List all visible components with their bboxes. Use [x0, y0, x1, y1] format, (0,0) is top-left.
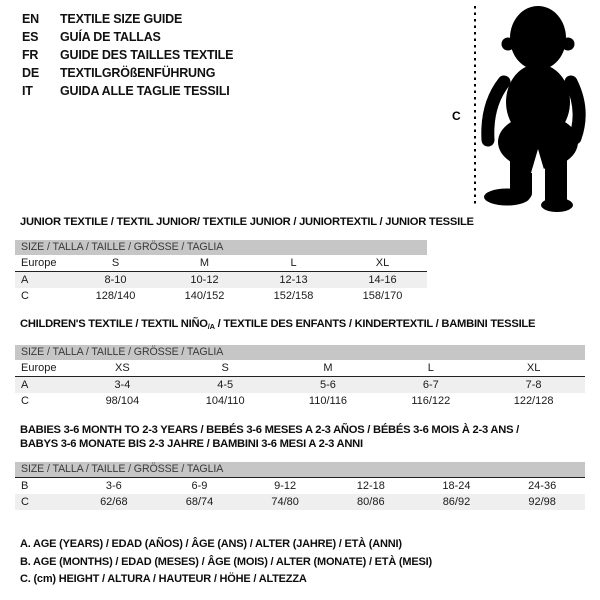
size-bar-label: SIZE / TALLA / TAILLE / GRÖSSE / TAGLIA [15, 240, 427, 255]
size-cell: 6-7 [422, 379, 439, 391]
measure-label-c: C [452, 109, 461, 123]
table-title-text: / TEXTILE DES ENFANTS / KINDERTEXTIL / BAMBINI TESSILE [214, 318, 536, 330]
language-row [22, 82, 233, 100]
size-cell: 68/74 [185, 496, 214, 508]
table-row [15, 272, 427, 289]
size-cell: 98/104 [105, 395, 140, 407]
language-header [22, 10, 233, 100]
size-cell: 14-16 [368, 274, 397, 286]
size-table-section [15, 423, 585, 510]
column-header-row [15, 255, 427, 272]
size-cell: 104/110 [205, 395, 245, 407]
row-label: A [21, 379, 29, 391]
size-table [15, 255, 427, 304]
baby-height-figure [450, 0, 600, 215]
table-row [15, 377, 585, 394]
table-row [15, 494, 585, 510]
size-cell: 116/122 [411, 395, 451, 407]
size-cell: 5-6 [320, 379, 336, 391]
language-label: GUIDE DES TAILLES TEXTILE [60, 48, 234, 62]
table-title-text: CHILDREN'S TEXTILE / TEXTIL NIÑO [20, 318, 208, 330]
size-cell: 74/80 [271, 496, 299, 508]
row-label: Europe [21, 362, 57, 374]
table-title-text: BABIES 3-6 MONTH TO 2-3 YEARS / BEBÉS 3-6 MESES A 2-3 AÑOS / BÉBÉS 3-6 MOIS À 2-3 ANS / [20, 424, 520, 436]
language-label: TEXTILE SIZE GUIDE [60, 12, 183, 26]
language-label: GUIDA ALLE TAGLIE TESSILI [60, 84, 230, 98]
size-cell: 86/92 [442, 496, 471, 508]
size-cell: 4-5 [217, 379, 234, 391]
size-table-section [15, 215, 474, 304]
size-cell: XS [115, 362, 130, 374]
language-row [22, 64, 233, 82]
table-title [20, 317, 585, 334]
size-cell: 80/86 [357, 496, 385, 508]
size-cell: 6-9 [191, 480, 208, 492]
size-cell: XL [375, 257, 390, 269]
size-cell: 152/158 [273, 290, 314, 302]
size-cell: 9-12 [274, 480, 297, 492]
row-label: C [21, 496, 29, 508]
footnote-line: A. AGE (YEARS) / EDAD (AÑOS) / ÂGE (ANS) / ALTER (JAHRE) / ETÀ (ANNI) [20, 538, 402, 550]
table-title [20, 215, 474, 229]
table-title [20, 437, 585, 451]
row-label: A [21, 274, 29, 286]
language-code: IT [22, 84, 33, 98]
size-cell: XL [526, 362, 541, 374]
table-row [15, 288, 427, 304]
size-cell: 12-18 [356, 480, 385, 492]
row-label: Europe [21, 257, 57, 269]
size-cell: 122/128 [513, 395, 554, 407]
footnotes [20, 536, 432, 589]
table-row [15, 478, 585, 495]
language-label: GUÍA DE TALLAS [60, 30, 161, 44]
size-cell: 3-4 [114, 379, 131, 391]
size-cell: 7-8 [525, 379, 542, 391]
language-code: DE [22, 66, 39, 80]
row-label: B [21, 480, 29, 492]
size-cell: 158/170 [362, 290, 403, 302]
size-table-section [15, 317, 585, 409]
size-cell: M [199, 257, 210, 269]
size-cell: M [323, 362, 333, 374]
column-header-row [15, 360, 585, 377]
table-title [20, 423, 585, 437]
size-table [15, 477, 585, 510]
size-cell: L [427, 362, 434, 374]
size-cell: S [111, 257, 120, 269]
size-cell: S [221, 362, 229, 374]
size-cell: 92/98 [528, 496, 556, 508]
language-label: TEXTILGRÖßENFÜHRUNG [60, 66, 216, 80]
row-label: C [21, 395, 29, 407]
language-row [22, 46, 233, 64]
size-cell: 24-36 [528, 480, 557, 492]
footnote-line: C. (cm) HEIGHT / ALTURA / HAUTEUR / HÖHE / ALTEZZA [20, 573, 307, 585]
language-row [22, 10, 233, 28]
size-cell: L [290, 257, 297, 269]
size-cell: 18-24 [442, 480, 471, 492]
footnote-line: B. AGE (MONTHS) / EDAD (MESES) / ÂGE (MOIS) / ALTER (MONATE) / ETÀ (MESI) [20, 555, 432, 568]
size-cell: 128/140 [95, 290, 136, 302]
table-title-text: BABYS 3-6 MONATE BIS 2-3 JAHRE / BAMBINI 3-6 MESI A 2-3 ANNI [20, 438, 363, 450]
size-bar-label: SIZE / TALLA / TAILLE / GRÖSSE / TAGLIA [15, 462, 585, 477]
language-code: ES [22, 30, 39, 44]
size-table [15, 360, 585, 409]
row-label: C [21, 290, 29, 302]
table-title-subscript: /A [207, 322, 215, 331]
table-row [15, 393, 585, 409]
size-bar-label: SIZE / TALLA / TAILLE / GRÖSSE / TAGLIA [15, 345, 585, 360]
size-cell: 8-10 [104, 274, 127, 286]
language-row [22, 28, 233, 46]
size-cell: 10-12 [190, 274, 219, 286]
size-cell: 12-13 [279, 274, 308, 286]
size-cell: 140/152 [184, 290, 225, 302]
table-title-text: JUNIOR TEXTILE / TEXTIL JUNIOR/ TEXTILE JUNIOR / JUNIORTEXTIL / JUNIOR TESSILE [20, 216, 474, 228]
size-cell: 110/116 [308, 395, 348, 407]
baby-silhouette-icon [484, 6, 579, 212]
language-code: EN [22, 12, 39, 26]
language-code: FR [22, 48, 39, 62]
size-cell: 3-6 [105, 480, 122, 492]
size-cell: 62/68 [100, 496, 128, 508]
